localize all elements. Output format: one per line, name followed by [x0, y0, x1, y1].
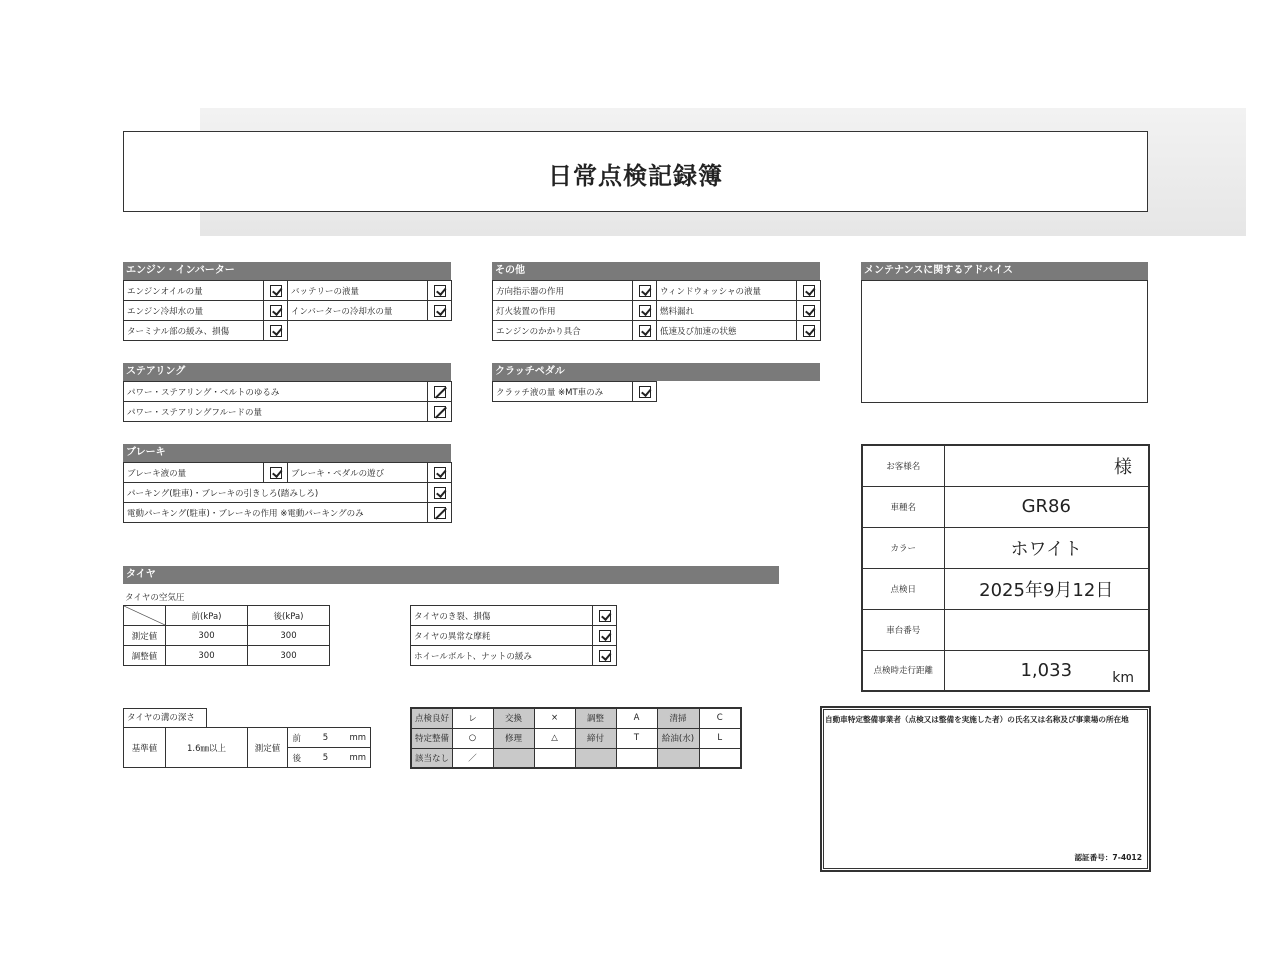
checkbox-checked-icon[interactable]	[270, 467, 282, 479]
customer-name-value[interactable]: 様	[944, 445, 1149, 486]
check-label: エンジンオイルの量	[124, 281, 264, 301]
checkbox-cell[interactable]	[633, 281, 657, 301]
legend-term: 締付	[575, 728, 616, 748]
check-label: エンジン冷却水の量	[124, 301, 264, 321]
checkbox-cell[interactable]	[593, 626, 617, 646]
check-label: ブレーキ・ペダルの遊び	[288, 463, 428, 483]
diagonal-header-cell	[124, 606, 166, 626]
inspection-date-label: 点検日	[862, 568, 944, 609]
table-row	[124, 626, 330, 646]
checkbox-cell[interactable]	[633, 301, 657, 321]
customer-name-label: お客様名	[862, 445, 944, 486]
table-row	[124, 321, 452, 341]
vehicle-info-table	[861, 444, 1150, 692]
table-row	[124, 646, 330, 666]
mileage-cell[interactable]	[944, 650, 1149, 691]
checkbox-cell[interactable]	[428, 382, 452, 402]
check-label: 灯火装置の作用	[493, 301, 633, 321]
check-label: パワー・ステアリングフルードの量	[124, 402, 428, 422]
model-value[interactable]: GR86	[944, 486, 1149, 527]
check-label: クラッチ液の量 ※MT車のみ	[493, 382, 633, 402]
checkbox-checked-icon[interactable]	[639, 325, 651, 337]
checkbox-cell[interactable]	[264, 321, 288, 341]
checkbox-cell[interactable]	[797, 321, 821, 341]
check-label: ターミナル部の緩み、損傷	[124, 321, 264, 341]
engine-section	[123, 262, 451, 341]
legend-term: 給油(水)	[657, 728, 699, 748]
checkbox-cell[interactable]	[633, 382, 657, 402]
checkbox-checked-icon[interactable]	[639, 386, 651, 398]
checkbox-checked-icon[interactable]	[599, 610, 611, 622]
table-row	[124, 728, 371, 748]
check-label: パワー・ステアリング・ベルトのゆるみ	[124, 382, 428, 402]
brake-heading: ブレーキ	[123, 444, 451, 462]
checkbox-cell[interactable]	[264, 463, 288, 483]
table-row	[124, 402, 452, 422]
shop-info-box	[820, 706, 1151, 872]
checkbox-cell[interactable]	[428, 483, 452, 503]
legend-term: 修理	[493, 728, 534, 748]
legend-term: 交換	[493, 708, 534, 728]
legend-symbol: C	[699, 708, 741, 728]
front-pressure-value[interactable]: 300	[166, 646, 248, 666]
checkbox-checked-icon[interactable]	[599, 630, 611, 642]
tire-pressure-table	[123, 605, 330, 666]
tire-pressure-label: タイヤの空気圧	[125, 593, 185, 603]
legend-empty-cell	[534, 748, 575, 768]
legend-symbol: ×	[534, 708, 575, 728]
legend-empty-cell	[657, 748, 699, 768]
legend-symbol: △	[534, 728, 575, 748]
legend-symbol: A	[616, 708, 657, 728]
check-label: インバーターの冷却水の量	[288, 301, 428, 321]
checkbox-checked-icon[interactable]	[639, 285, 651, 297]
other-table	[492, 280, 821, 341]
color-value[interactable]: ホワイト	[944, 527, 1149, 568]
mileage-value: 1,033	[1020, 659, 1073, 681]
table-row	[124, 382, 452, 402]
table-row	[493, 382, 657, 402]
front-column-header: 前(kPa)	[166, 606, 248, 626]
legend-term: 特定整備	[411, 728, 452, 748]
table-row	[862, 650, 1149, 691]
row-label: 測定値	[124, 626, 166, 646]
check-label: ウィンドウォッシャの液量	[657, 281, 797, 301]
brake-section	[123, 444, 451, 523]
rear-depth-value[interactable]: 5	[306, 748, 346, 768]
checkbox-cell[interactable]	[264, 301, 288, 321]
checkbox-not-applicable-icon[interactable]	[434, 406, 446, 418]
checkbox-not-applicable-icon[interactable]	[434, 507, 446, 519]
checkbox-cell[interactable]	[797, 301, 821, 321]
shop-info-heading: 自動車特定整備事業者（点検又は整備を実施した者）の氏名又は名称及び事業場の所在地	[825, 715, 1129, 724]
legend-empty-cell	[616, 748, 657, 768]
checkbox-cell[interactable]	[633, 321, 657, 341]
table-row	[411, 728, 741, 748]
title-banner	[123, 131, 1148, 212]
checkbox-checked-icon[interactable]	[270, 285, 282, 297]
legend-symbol: レ	[452, 708, 493, 728]
tire-check-table	[410, 605, 617, 666]
checkbox-checked-icon[interactable]	[270, 305, 282, 317]
table-row	[411, 748, 741, 768]
check-label: 低速及び加速の状態	[657, 321, 797, 341]
steering-section	[123, 363, 451, 422]
table-row	[411, 626, 617, 646]
legend-symbol: L	[699, 728, 741, 748]
checkbox-checked-icon[interactable]	[803, 325, 815, 337]
legend-empty-cell	[575, 748, 616, 768]
table-row	[493, 281, 821, 301]
checkbox-not-applicable-icon[interactable]	[434, 386, 446, 398]
legend-term: 調整	[575, 708, 616, 728]
unit-label: mm	[346, 748, 371, 768]
check-label: 燃料漏れ	[657, 301, 797, 321]
checkbox-checked-icon[interactable]	[803, 305, 815, 317]
checkbox-cell[interactable]	[428, 402, 452, 422]
checkbox-checked-icon[interactable]	[270, 325, 282, 337]
legend-empty-cell	[493, 748, 534, 768]
vin-value[interactable]	[944, 609, 1149, 650]
checkbox-checked-icon[interactable]	[639, 305, 651, 317]
advice-textarea[interactable]	[861, 280, 1148, 403]
checkbox-checked-icon[interactable]	[803, 285, 815, 297]
checkbox-cell[interactable]	[428, 463, 452, 483]
front-label: 前	[288, 728, 306, 748]
measured-label: 測定値	[248, 728, 288, 768]
table-row	[124, 301, 452, 321]
table-row	[862, 609, 1149, 650]
mileage-label: 点検時走行距離	[862, 650, 944, 691]
checkbox-checked-icon[interactable]	[434, 467, 446, 479]
mileage-unit: km	[1112, 670, 1134, 686]
table-row	[862, 445, 1149, 486]
standard-label: 基準値	[124, 728, 166, 768]
table-row	[124, 281, 452, 301]
certification-number: 認証番号：7-4012	[1074, 853, 1142, 862]
table-row	[124, 503, 452, 523]
brake-table	[123, 462, 452, 523]
legend-symbol: T	[616, 728, 657, 748]
other-heading: その他	[492, 262, 820, 280]
front-depth-value[interactable]: 5	[306, 728, 346, 748]
check-label: ブレーキ液の量	[124, 463, 264, 483]
legend-symbol: ／	[452, 748, 493, 768]
rear-pressure-value[interactable]: 300	[248, 626, 330, 646]
checkbox-cell[interactable]	[593, 606, 617, 626]
checkbox-cell[interactable]	[264, 281, 288, 301]
row-label: 調整値	[124, 646, 166, 666]
color-label: カラー	[862, 527, 944, 568]
engine-heading: エンジン・インバーター	[123, 262, 451, 280]
table-row	[124, 606, 330, 626]
table-row	[493, 321, 821, 341]
table-row	[862, 486, 1149, 527]
table-row	[862, 527, 1149, 568]
rear-label: 後	[288, 748, 306, 768]
steering-heading: ステアリング	[123, 363, 451, 381]
clutch-section	[492, 363, 820, 402]
rear-pressure-value[interactable]: 300	[248, 646, 330, 666]
advice-heading: メンテナンスに関するアドバイス	[861, 262, 1148, 280]
legend-term: 該当なし	[411, 748, 452, 768]
check-label: 電動パーキング(駐車)・ブレーキの作用 ※電動パーキングのみ	[124, 503, 428, 523]
check-label: バッテリーの液量	[288, 281, 428, 301]
check-label: タイヤの異常な摩耗	[411, 626, 593, 646]
steering-table	[123, 381, 452, 422]
tread-depth-table	[123, 727, 371, 768]
legend-term: 清掃	[657, 708, 699, 728]
table-row	[862, 568, 1149, 609]
advice-section	[861, 262, 1148, 403]
tread-depth-label: タイヤの溝の深さ	[123, 708, 207, 728]
checkbox-checked-icon[interactable]	[599, 650, 611, 662]
front-pressure-value[interactable]: 300	[166, 626, 248, 646]
table-row	[411, 646, 617, 666]
legend-empty-cell	[699, 748, 741, 768]
model-label: 車種名	[862, 486, 944, 527]
checkbox-checked-icon[interactable]	[434, 285, 446, 297]
checkbox-checked-icon[interactable]	[434, 305, 446, 317]
table-row	[124, 483, 452, 503]
check-label: タイヤのき裂、損傷	[411, 606, 593, 626]
other-section	[492, 262, 820, 341]
legend-symbol: ○	[452, 728, 493, 748]
tire-heading: タイヤ	[123, 566, 779, 584]
checkbox-cell[interactable]	[428, 281, 452, 301]
vin-label: 車台番号	[862, 609, 944, 650]
checkbox-cell[interactable]	[797, 281, 821, 301]
table-row	[124, 463, 452, 483]
inspection-date-value[interactable]: 2025年9月12日	[944, 568, 1149, 609]
standard-value: 1.6㎜以上	[166, 728, 248, 768]
table-row	[493, 301, 821, 321]
page-title: 日常点検記録簿	[548, 162, 723, 190]
rear-column-header: 後(kPa)	[248, 606, 330, 626]
checkbox-checked-icon[interactable]	[434, 487, 446, 499]
clutch-heading: クラッチペダル	[492, 363, 820, 381]
engine-table	[123, 280, 452, 341]
checkbox-cell[interactable]	[428, 301, 452, 321]
symbol-legend-table	[410, 707, 742, 769]
checkbox-cell[interactable]	[593, 646, 617, 666]
unit-label: mm	[346, 728, 371, 748]
check-label: エンジンのかかり具合	[493, 321, 633, 341]
check-label: 方向指示器の作用	[493, 281, 633, 301]
check-label: パーキング(駐車)・ブレーキの引きしろ(踏みしろ)	[124, 483, 428, 503]
check-label: ホイールボルト、ナットの緩み	[411, 646, 593, 666]
clutch-table	[492, 381, 657, 402]
legend-term: 点検良好	[411, 708, 452, 728]
checkbox-cell[interactable]	[428, 503, 452, 523]
table-row	[411, 606, 617, 626]
table-row	[411, 708, 741, 728]
